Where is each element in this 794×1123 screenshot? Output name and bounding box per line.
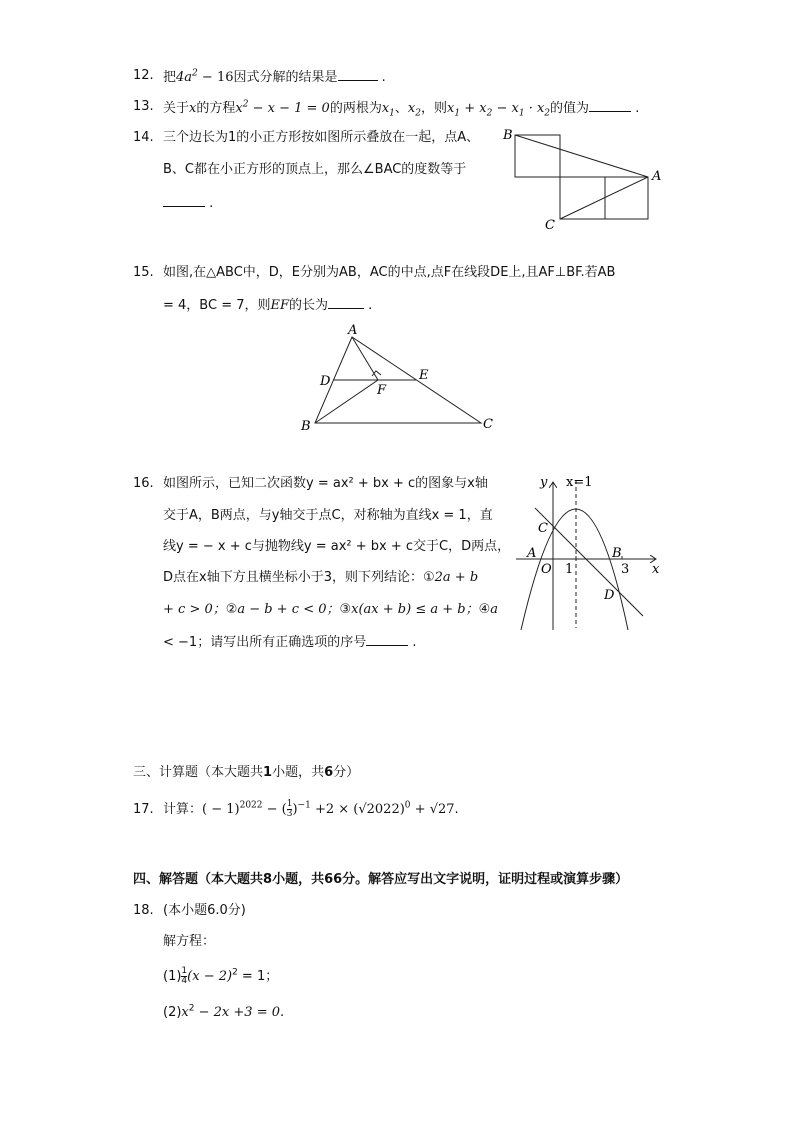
y-axis-label: y bbox=[540, 475, 548, 490]
question-line-1: 如图所示，已知二次函数y = ax² + bx + c的图象与x轴 bbox=[163, 476, 488, 491]
answer-blank[interactable] bbox=[328, 294, 364, 309]
point-A-label: A bbox=[527, 546, 537, 561]
question-line-3: . bbox=[163, 192, 213, 214]
question-number: 16. bbox=[133, 476, 154, 491]
question-14 bbox=[133, 128, 513, 218]
question-line-4: D点在x轴下方且横坐标小于3，则下列结论：①2a + b bbox=[163, 570, 479, 585]
question-line-5: + c > 0；②a − b + c < 0；③x(ax + b) ≤ a + b；④a bbox=[163, 602, 499, 617]
label-F: F bbox=[377, 383, 387, 398]
question-number: 13. bbox=[133, 99, 154, 114]
origin-label: O bbox=[541, 562, 552, 577]
x-axis-label: x bbox=[652, 562, 660, 577]
question-instruction: 解方程： bbox=[163, 934, 216, 949]
question-line-2: 交于A，B两点，与y轴交于点C，对称轴为直线x = 1，直 bbox=[163, 508, 493, 523]
question-18 bbox=[133, 901, 533, 1031]
answer-blank[interactable] bbox=[163, 192, 205, 207]
label-A: A bbox=[348, 323, 358, 338]
question-number: 17. bbox=[133, 802, 154, 817]
question-number: 18. bbox=[133, 903, 154, 918]
lower-right-square bbox=[605, 177, 648, 219]
question-number: 14. bbox=[133, 130, 154, 145]
answer-blank[interactable] bbox=[338, 66, 378, 81]
question-line-1: 三个边长为1的小正方形按如图所示叠放在一起，点A、 bbox=[163, 130, 480, 145]
equation-1: (1) $\frac{1}{4}$ $(x - 2)^2 = 1$； bbox=[163, 966, 279, 986]
question-text: 关于x的方程$x^2 - x - 1 = 0$的两根为$x_1$、$x_2$，则$x_1 + x_2 - x_1 \cdot x_2$的值为 . bbox=[163, 97, 639, 119]
answer-blank[interactable] bbox=[366, 631, 408, 646]
question-13 bbox=[133, 97, 733, 117]
label-D: D bbox=[320, 374, 331, 389]
question-line-6: < −1；请写出所有正确选项的序号 . bbox=[163, 631, 416, 653]
answer-blank[interactable] bbox=[589, 97, 631, 112]
q15-triangle-figure bbox=[295, 320, 505, 435]
section-4-heading: 四、解答题（本大题共8小题，共66分。解答应写出文字说明，证明过程或演算步骤） bbox=[133, 872, 629, 887]
label-B: B bbox=[301, 419, 311, 434]
question-16 bbox=[133, 474, 513, 654]
point-D-label: D bbox=[604, 588, 615, 603]
question-header: (本小题6.0分) bbox=[163, 903, 246, 918]
label-C: C bbox=[545, 218, 555, 233]
upper-square bbox=[515, 135, 560, 177]
question-number: 12. bbox=[133, 68, 154, 83]
question-line-1: 如图,在△ABC中，D，E分别为AB，AC的中点,点F在线段DE上,且AF⊥BF.若AB bbox=[163, 265, 616, 280]
point-C-label: C bbox=[538, 521, 548, 536]
tick-1-label: 1 bbox=[565, 562, 574, 577]
question-15 bbox=[133, 263, 693, 323]
question-12 bbox=[133, 66, 733, 86]
segment-BA bbox=[515, 135, 648, 177]
question-text: 计算：( − 1)$^{2022}$ − ( $\frac{1}{3}$ )$^{-1} +2 \times (√2022)^0 + √27$. bbox=[163, 799, 459, 819]
label-E: E bbox=[419, 368, 429, 383]
q16-parabola-graph bbox=[510, 470, 670, 635]
q14-squares-figure bbox=[500, 125, 675, 235]
question-line-2: B、C都在小正方形的顶点上，那么∠BAC的度数等于 bbox=[163, 162, 467, 177]
question-line-2: = 4，BC = 7，则EF的长为 . bbox=[163, 294, 372, 316]
lower-left-square bbox=[560, 177, 605, 219]
question-17 bbox=[133, 800, 693, 824]
question-text: 把$4a^2 - 16$因式分解的结果是 . bbox=[163, 66, 386, 88]
section-3-heading: 三、计算题（本大题共1小题，共6分） bbox=[133, 765, 360, 780]
symmetry-axis-label: x=1 bbox=[566, 475, 593, 490]
label-B: B bbox=[503, 128, 513, 143]
question-line-3: 线y = − x + c与抛物线y = ax² + bx + c交于C，D两点， bbox=[163, 539, 511, 554]
label-A: A bbox=[652, 169, 662, 184]
tick-3-label: 3 bbox=[621, 562, 630, 577]
segment-CA bbox=[560, 177, 648, 219]
equation-2: $(2)x^2 - 2x +3 = 0$. bbox=[163, 1003, 285, 1020]
point-B-label: B bbox=[612, 546, 622, 561]
question-number: 15. bbox=[133, 265, 154, 280]
label-C: C bbox=[483, 417, 493, 432]
